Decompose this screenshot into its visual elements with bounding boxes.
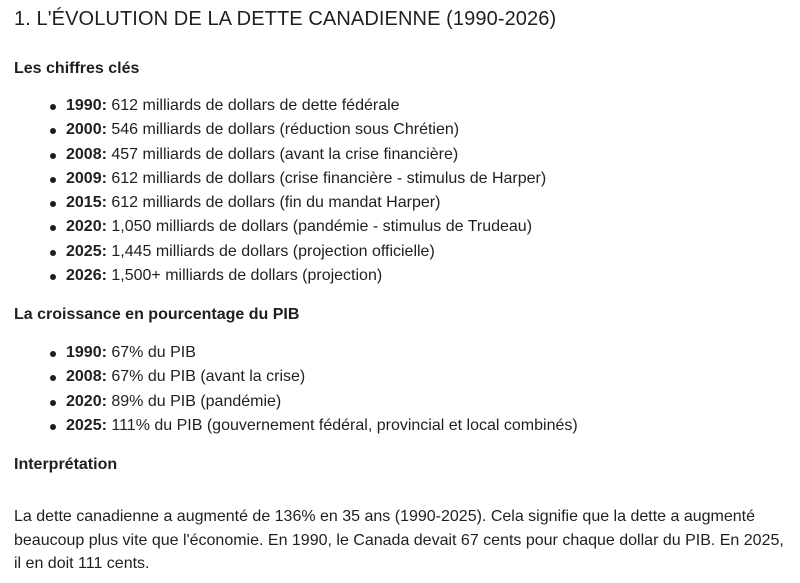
list-item-year: 2008: — [66, 368, 107, 386]
key-figures-list — [14, 94, 546, 288]
list-item-text: 457 milliards de dollars (avant la crise financière) — [106, 145, 459, 163]
list-item — [66, 143, 546, 167]
list-item — [66, 167, 546, 191]
list-item-year: 2020: — [66, 218, 107, 236]
list-item-year: 2026: — [66, 267, 107, 285]
list-item — [66, 341, 578, 365]
list-item — [66, 240, 546, 264]
list-item-year: 2025: — [66, 416, 107, 434]
list-item-year: 2025: — [66, 242, 107, 260]
list-item-year: 2008: — [66, 145, 107, 163]
gdp-list — [14, 341, 578, 438]
page-title: 1. L'ÉVOLUTION DE LA DETTE CANADIENNE (1990-2026) — [14, 8, 557, 30]
list-item-year: 2020: — [66, 392, 107, 410]
list-item-text: 612 milliards de dollars (crise financière - stimulus de Harper) — [106, 169, 547, 187]
list-item-text: 67% du PIB — [106, 344, 196, 361]
heading-key-figures: Les chiffres clés — [14, 60, 140, 77]
list-item-text: 111% du PIB (gouvernement fédéral, provincial et local combinés) — [106, 416, 578, 434]
list-item-year: 2000: — [66, 121, 107, 139]
list-item — [66, 191, 546, 215]
list-item-text: 1,500+ milliards de dollars (projection) — [106, 267, 383, 285]
list-item-year: 2009: — [66, 169, 107, 187]
list-item-year: 1990: — [66, 344, 107, 361]
list-item-text: 67% du PIB (avant la crise) — [106, 368, 306, 386]
heading-interpretation: Interprétation — [14, 456, 118, 473]
list-item — [66, 215, 546, 239]
interpretation-paragraph: La dette canadienne a augmenté de 136% en 35 ans (1990-2025). Cela signifie que la dette a augmenté beaucoup plus vite que l'économie. En 1990, le Canada devait 67 cents pour chaque dollar du PIB. En 2025, il en doit 111 cents. — [14, 508, 784, 572]
list-item — [66, 94, 546, 118]
list-item-text: 89% du PIB (pandémie) — [106, 392, 282, 410]
list-item — [66, 365, 578, 389]
list-item-year: 2015: — [66, 194, 107, 212]
list-item — [66, 414, 578, 438]
list-item-text: 612 milliards de dollars (fin du mandat Harper) — [106, 194, 441, 212]
list-item-year: 1990: — [66, 97, 107, 114]
list-item-text: 612 milliards de dollars de dette fédérale — [106, 97, 400, 114]
list-item-text: 1,445 milliards de dollars (projection officielle) — [106, 242, 435, 260]
list-item — [66, 118, 546, 142]
list-item-text: 546 milliards de dollars (réduction sous Chrétien) — [106, 121, 460, 139]
list-item — [66, 390, 578, 414]
heading-gdp-growth: La croissance en pourcentage du PIB — [14, 306, 300, 323]
list-item — [66, 264, 546, 288]
list-item-text: 1,050 milliards de dollars (pandémie - stimulus de Trudeau) — [106, 218, 533, 236]
